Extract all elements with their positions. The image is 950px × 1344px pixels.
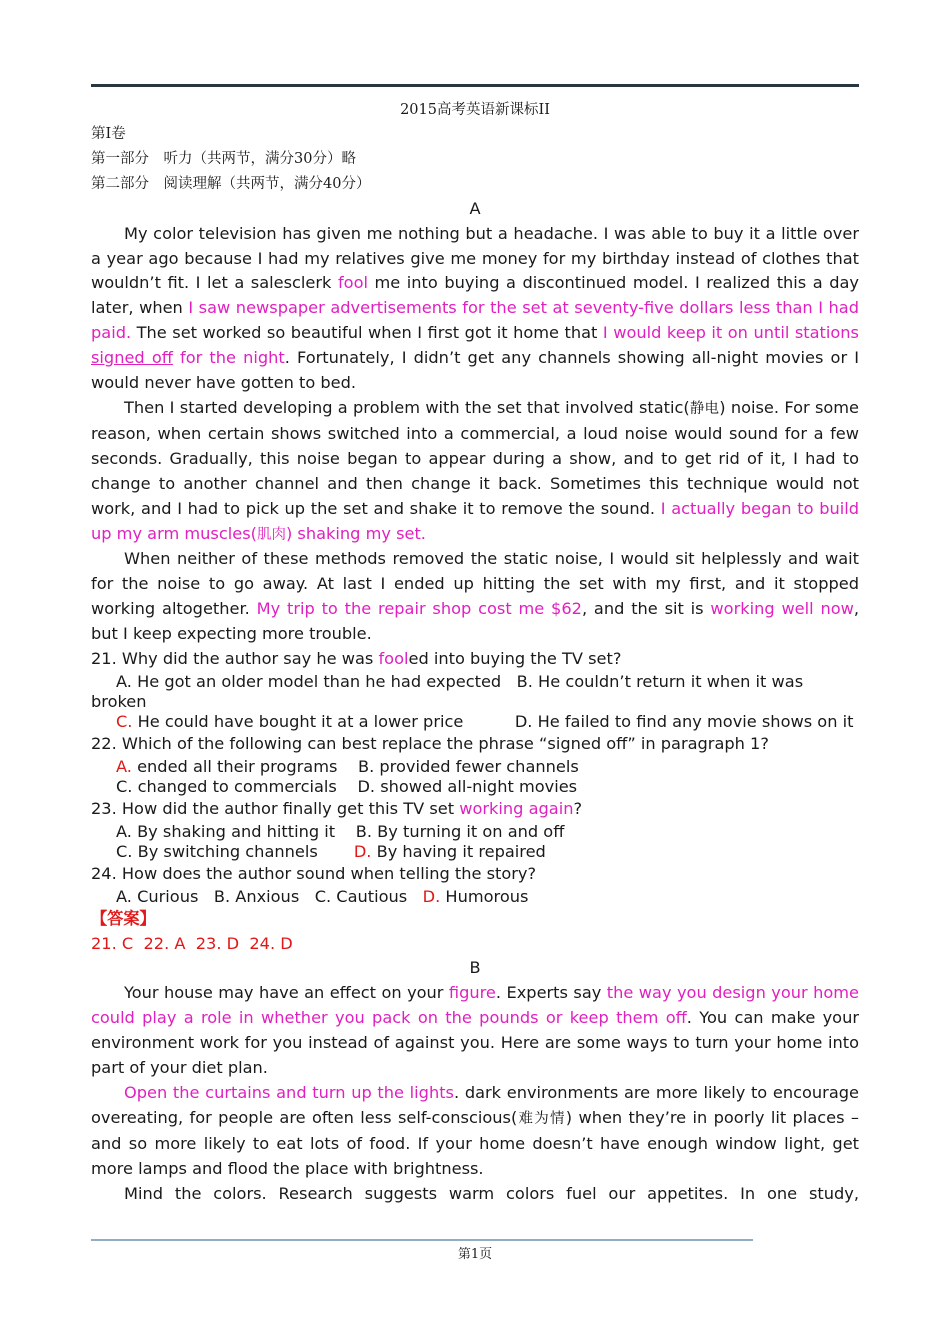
text-run: ? (573, 798, 583, 818)
header-rule (91, 84, 859, 87)
highlight-curtains: Open the curtains and turn up the lights (124, 1083, 454, 1102)
question-22-options-cd (116, 777, 859, 797)
option-d-letter: D. (353, 841, 372, 861)
volume-heading: 第Ⅰ卷 (91, 126, 126, 142)
option-a-letter: A. (116, 756, 132, 776)
text-run: . Fortunately, I didn’t get any channels showing all-night movies or I would never have gotten to bed. (91, 348, 859, 393)
passage-b-letter: B (469, 958, 481, 978)
question-22-stem: 22. Which of the following can best replace the phrase “signed off” in paragraph 1? (91, 733, 769, 753)
highlight-muscles: I actually began to build up my arm muscles( (91, 498, 859, 543)
question-21-options-ab (91, 672, 859, 712)
text-run: Mind the colors. Research suggests warm colors fuel our appetites. In one study, (124, 1183, 859, 1203)
text-run: Then I started developing a problem with the set that involved static( (124, 397, 690, 417)
text-run: My color television has given me nothing but a headache. I was able to buy it a little over a year ago because I had my relatives give me money for my birthday instead of clothes that wouldn’t fit. I let a salesclerk (91, 223, 859, 293)
footer-rule (91, 1239, 753, 1241)
highlight-figure: figure (448, 983, 496, 1003)
passage-a-paragraph-2 (91, 396, 859, 547)
text-run: ed into buying the TV set? (408, 649, 622, 669)
text-run: 23. How did the author finally get this TV set (91, 798, 460, 818)
option-d-letter: D. (422, 886, 441, 906)
text-run: 21. Why did the author say he was (91, 649, 379, 669)
part1-heading: 第一部分 听力（共两节，满分30分）略 (91, 150, 356, 167)
text-run: . You can make your environment work for you instead of against you. Here are some ways to turn your home into part of your diet plan. (91, 1008, 859, 1078)
question-23-options-ab (116, 822, 859, 842)
text-run: Your house may have an effect on your (124, 983, 449, 1003)
passage-b-paragraph-1 (91, 981, 859, 1081)
highlight-fool: fool (378, 649, 409, 669)
highlight-working-well: working well now (710, 599, 854, 619)
question-24-options (116, 887, 859, 907)
text-run: me into buying a discontinued model. I realized this a day later, when (91, 273, 860, 318)
highlight-keep-on: I would keep it on until stations (602, 323, 859, 343)
highlight-advertisement: I saw newspaper advertisements for the set at seventy-five dollars less than I had paid. (91, 298, 859, 343)
page-number: 第1页 (457, 1247, 493, 1262)
passage-a-letter: A (469, 198, 481, 218)
option-a: A. Curious (116, 886, 199, 906)
option-c: He could have bought it at a lower price (132, 711, 464, 731)
option-d: Humorous (440, 886, 529, 906)
option-b: B. provided fewer channels (358, 756, 579, 776)
highlight-repair: My trip to the repair shop cost me $62 (256, 599, 582, 619)
question-21-options-cd (91, 712, 859, 732)
option-d: D. showed all-night movies (357, 776, 578, 796)
highlight-shaking: ) shaking my set. (285, 523, 426, 543)
text-run: , and the sit is (581, 599, 711, 619)
question-23-stem (91, 797, 859, 822)
option-a: A. He got an older model than he had expected (116, 671, 502, 691)
answer-key: 21. C 22. A 23. D 24. D (91, 933, 293, 953)
text-run: When neither of these methods removed the static noise, I would sit helplessly and wait for the noise to go away. At last I ended up hitting the set with my first, and it stopped working altogether. (91, 549, 859, 619)
question-22-options-ab (116, 757, 859, 777)
question-24-stem: 24. How does the author sound when telling the story? (91, 863, 537, 883)
gloss-self-conscious: 难为情 (517, 1110, 566, 1127)
option-b: B. By turning it on and off (355, 821, 565, 841)
text-run: . dark environments are more likely to encourage overeating, for people are often less self-conscious( (91, 1083, 859, 1127)
passage-b-paragraph-3 (91, 1182, 859, 1207)
highlight-fool: fool (337, 273, 368, 293)
answer-label: 【答案】 (91, 908, 156, 928)
passage-a-paragraph-1 (91, 222, 859, 396)
highlight-signed-off: signed off (91, 348, 173, 368)
passage-b-paragraph-2 (91, 1081, 859, 1182)
text-run: . Experts say (495, 983, 607, 1003)
text-run: ) noise. For some reason, when certain shows switched into a commercial, a loud noise would sound for a few seconds. Gradually, this noise began to appear during a show, and to get rid of it, I had to change to another channel and then change it back. Sometimes this technique would not work, and I had to pick up the set and shake it to remove the sound. (91, 397, 860, 518)
document-body (91, 98, 859, 1207)
passage-a-paragraph-3 (91, 547, 859, 647)
option-c-letter: C. (116, 711, 133, 731)
option-a: A. By shaking and hitting it (116, 821, 336, 841)
question-23-options-cd (116, 842, 859, 862)
gloss-static: 静电 (689, 400, 720, 417)
highlight-design: the way you design your home could play a role in whether you pack on the pounds or keep them off (91, 983, 859, 1028)
option-c: C. Cautious (314, 886, 408, 906)
highlight-for-night: for the night (172, 348, 285, 368)
option-d: By having it repaired (371, 841, 546, 861)
text-run: The set worked so beautiful when I first got it home that (131, 323, 603, 343)
text-run: ) when they’re in poorly lit places – and so more likely to eat lots of food. If your home doesn’t have enough window light, get more lamps and flood the place with brightness. (91, 1107, 860, 1178)
part2-heading: 第二部分 阅读理解（共两节，满分40分） (91, 175, 371, 192)
option-c: C. By switching channels (116, 841, 318, 861)
document-title: 2015高考英语新课标II (400, 102, 550, 118)
option-b: B. He couldn’t return it when it was broken (91, 671, 804, 711)
option-a: ended all their programs (131, 756, 338, 776)
gloss-muscles: 肌肉 (256, 526, 286, 543)
option-c: C. changed to commercials (116, 776, 337, 796)
option-d: D. He failed to find any movie shows on it (514, 711, 854, 731)
text-run: , but I keep expecting more trouble. (91, 599, 860, 644)
option-b: B. Anxious (213, 886, 300, 906)
question-21-stem (91, 647, 859, 672)
highlight-working-again: working again (459, 798, 574, 818)
